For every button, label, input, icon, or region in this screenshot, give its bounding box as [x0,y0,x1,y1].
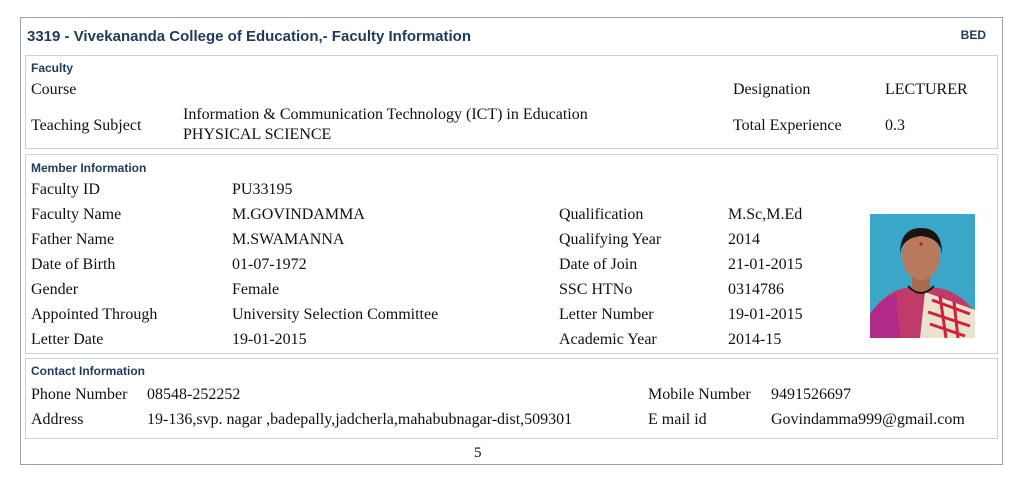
member-section-title: Member Information [31,161,147,175]
page-title: 3319 - Vivekananda College of Education,- Faculty Information [27,28,471,45]
ssc-htno-label: SSC HTNo [559,281,633,298]
academic-year-value: 2014-15 [728,331,782,348]
appointed-through-value: University Selection Committee [232,306,439,323]
faculty-id-label: Faculty ID [31,181,100,198]
address-label: Address [31,411,84,428]
date-of-birth-label: Date of Birth [31,256,116,273]
teaching-subject-label: Teaching Subject [31,117,142,134]
mobile-number-value: 9491526697 [771,386,851,403]
letter-number-value: 19-01-2015 [728,306,803,323]
faculty-photo-image [870,214,975,338]
contact-section-title: Contact Information [31,364,145,378]
date-of-birth-value: 01-07-1972 [232,256,307,273]
qualification-value: M.Sc,M.Ed [728,206,803,223]
faculty-id-value: PU33195 [232,181,293,198]
faculty-name-value: M.GOVINDAMMA [232,206,365,223]
father-name-label: Father Name [31,231,115,248]
email-value: Govindamma999@gmail.com [771,411,965,428]
gender-label: Gender [31,281,79,298]
email-label: E mail id [648,411,707,428]
total-experience-label: Total Experience [733,117,842,134]
designation-value: LECTURER [885,81,968,98]
letter-number-label: Letter Number [559,306,654,323]
teaching-subject-line-2: PHYSICAL SCIENCE [183,126,332,143]
phone-number-value: 08548-252252 [147,386,241,403]
academic-year-label: Academic Year [559,331,657,348]
faculty-photo [870,214,975,338]
faculty-section [25,55,998,149]
letter-date-label: Letter Date [31,331,104,348]
total-experience-value: 0.3 [885,117,905,134]
faculty-name-label: Faculty Name [31,206,122,223]
address-value: 19-136,svp. nagar ,badepally,jadcherla,mahabubnagar-dist,509301 [147,411,573,428]
letter-date-value: 19-01-2015 [232,331,307,348]
qualification-label: Qualification [559,206,644,223]
ssc-htno-value: 0314786 [728,281,784,298]
appointed-through-label: Appointed Through [31,306,158,323]
faculty-section-title: Faculty [31,61,74,75]
qualifying-year-value: 2014 [728,231,760,248]
designation-label: Designation [733,81,811,98]
course-label: Course [31,81,77,98]
program-badge: BED [960,28,986,42]
teaching-subject-line-1: Information & Communication Technology (ICT) in Education [183,106,588,123]
father-name-value: M.SWAMANNA [232,231,345,248]
member-information-section [25,154,998,354]
contact-information-section [25,358,998,439]
page-number: 5 [474,445,482,461]
mobile-number-label: Mobile Number [648,386,751,403]
date-of-join-value: 21-01-2015 [728,256,803,273]
qualifying-year-label: Qualifying Year [559,231,662,248]
phone-number-label: Phone Number [31,386,128,403]
faculty-information-card [20,17,1003,465]
date-of-join-label: Date of Join [559,256,638,273]
gender-value: Female [232,281,280,298]
